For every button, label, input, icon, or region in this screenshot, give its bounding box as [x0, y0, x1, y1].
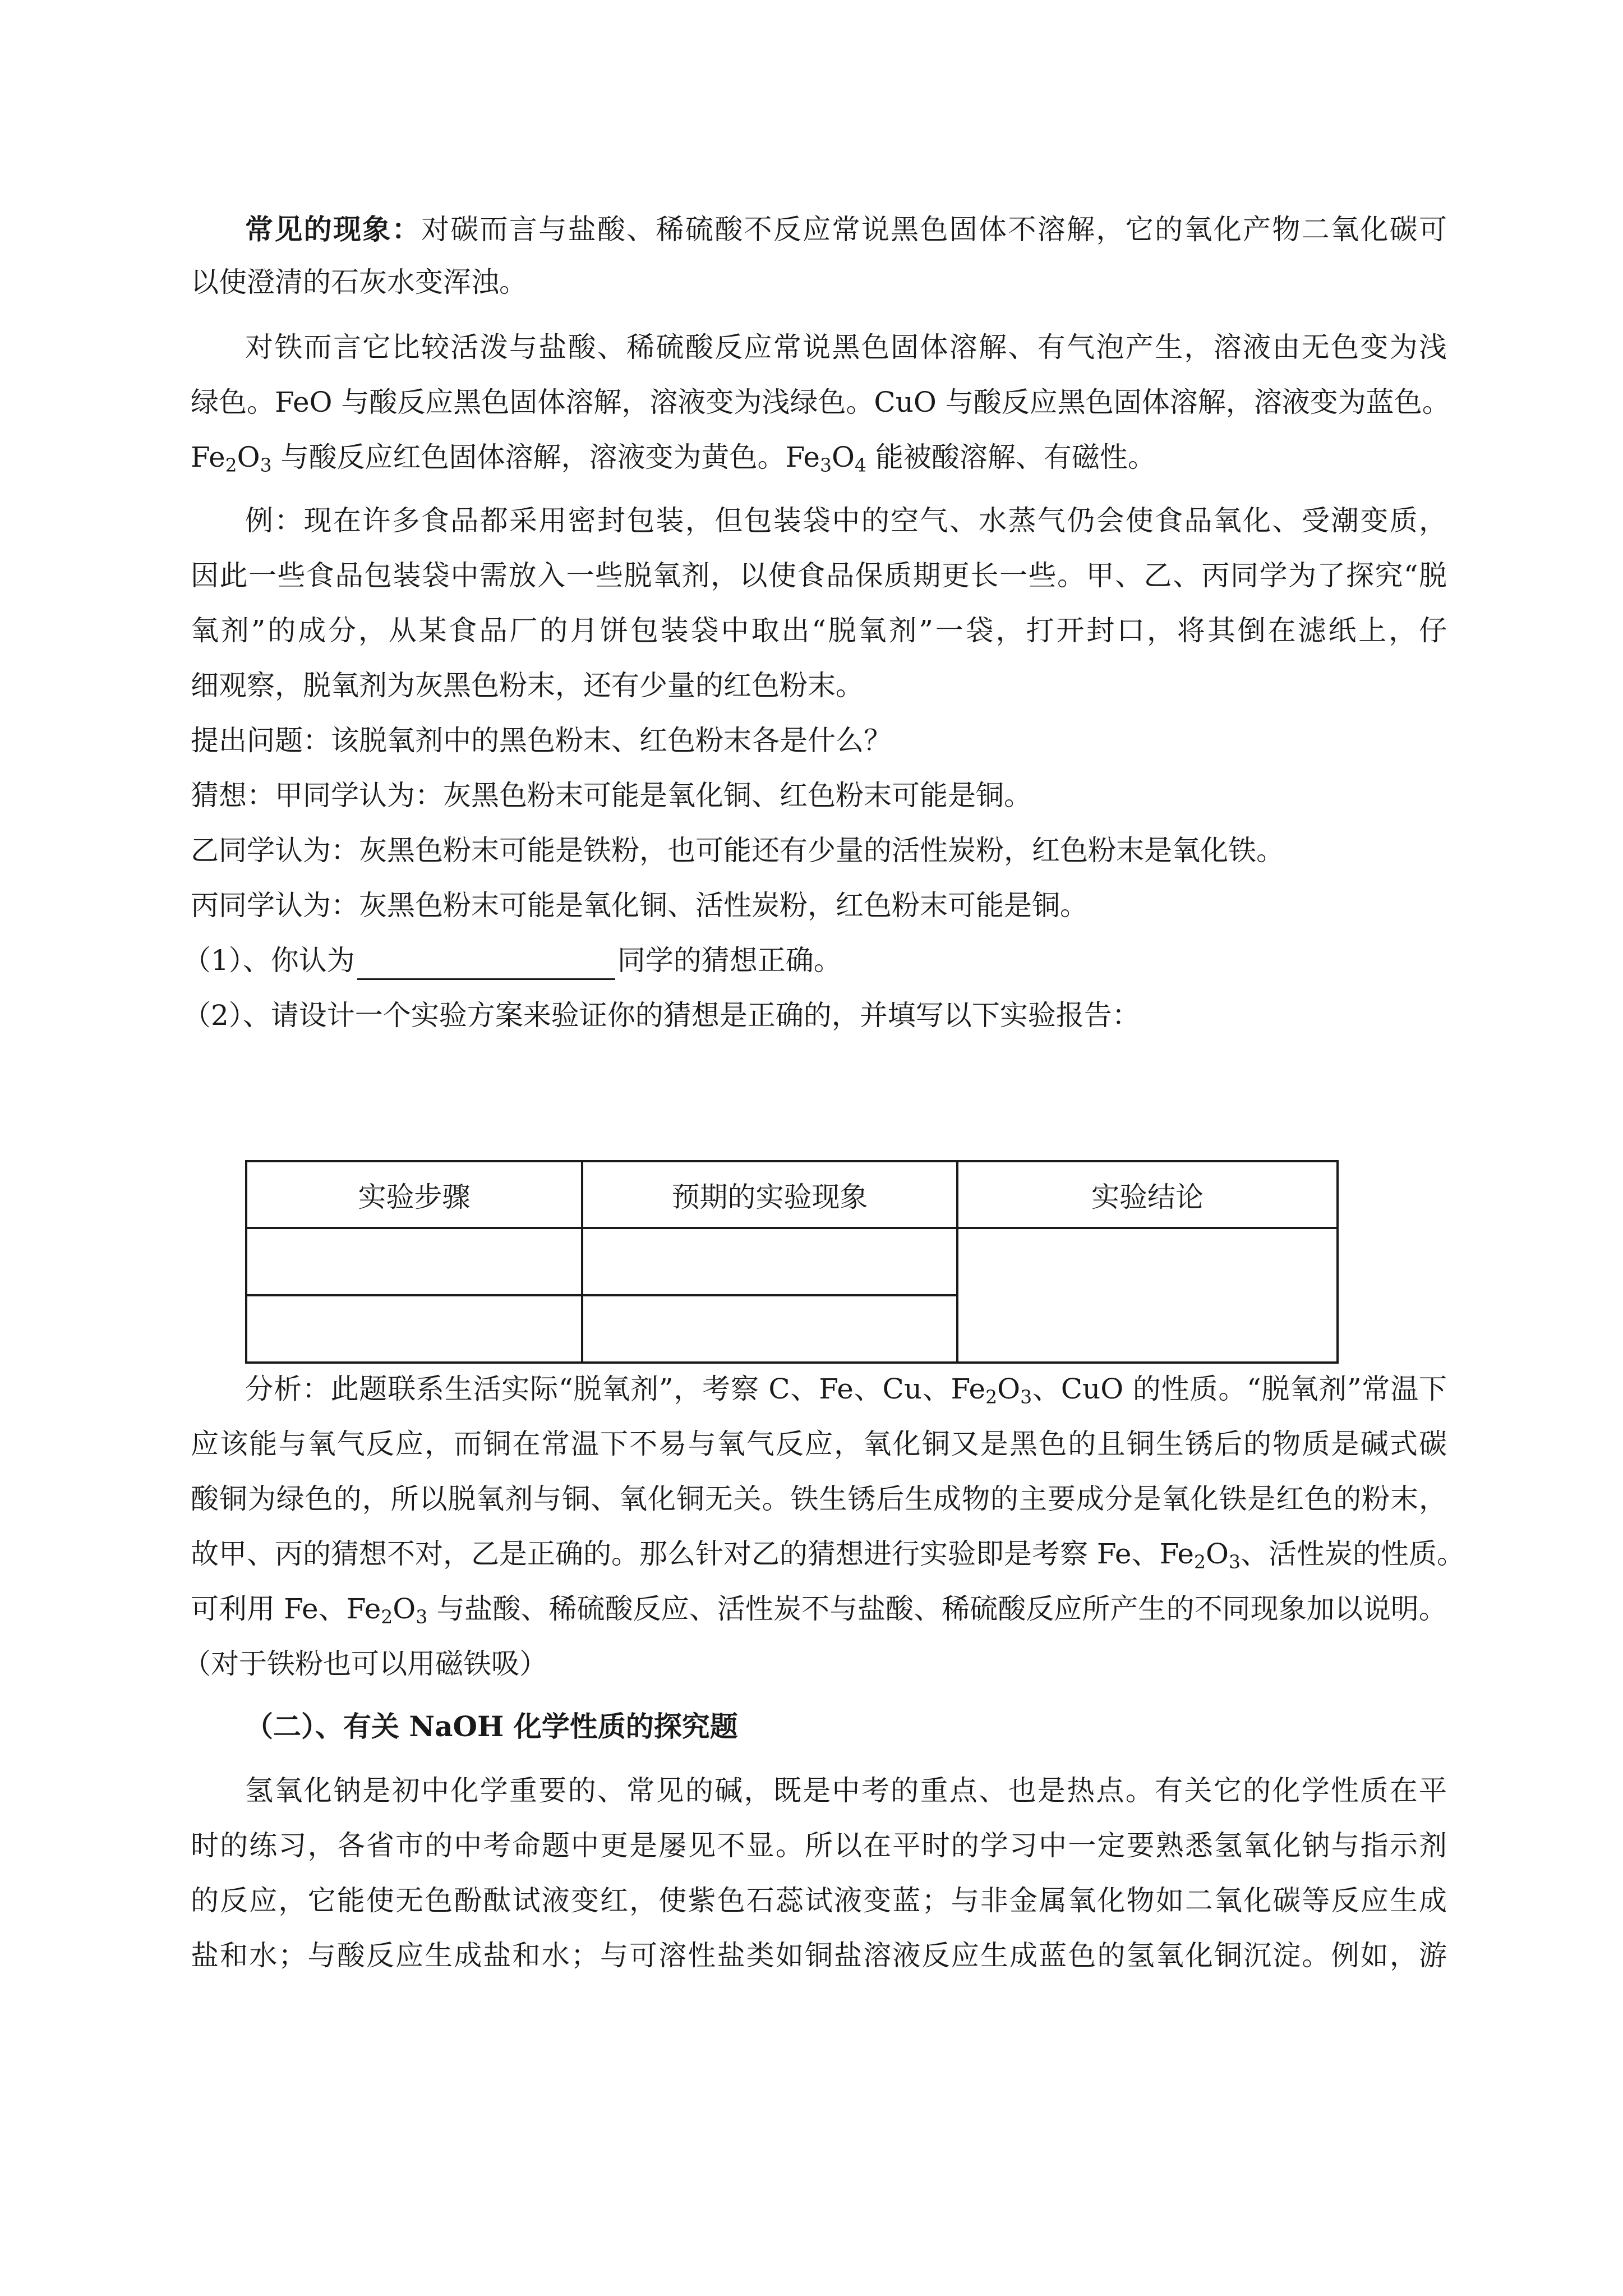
analysis-line6: （对于铁粉也可以用磁铁吸） [183, 1648, 547, 1680]
analysis-line4: 故甲、丙的猜想不对，乙是正确的。那么针对乙的猜想进行实验即是考察 Fe、$Fe_2O_3$、活性炭的性质。 [191, 1538, 1465, 1573]
q1-line: （1）、你认为 同学的猜想正确。 [183, 941, 1439, 980]
naoh-line3: 的反应，它能使无色酚酞试液变红，使紫色石蕊试液变蓝；与非金属氧化物如二氧化碳等反应生成 [191, 1884, 1447, 1917]
analysis-line1: 分析：此题联系生活实际“脱氧剂”，考察 C、Fe、Cu、$Fe_2O_3$、CuO 的性质。“脱氧剂”常温下 [245, 1373, 1447, 1408]
example-line2: 因此一些食品包装袋中需放入一些脱氧剂，以使食品保质期更长一些。甲、乙、丙同学为了探究“脱 [191, 559, 1447, 592]
analysis-line3: 酸铜为绿色的，所以脱氧剂与铜、氧化铜无关。铁生锈后生成物的主要成分是氧化铁是红色的粉末， [191, 1483, 1447, 1515]
naoh-line4: 盐和水；与酸反应生成盐和水；与可溶性盐类如铜盐溶液反应生成蓝色的氢氧化铜沉淀。例如，游 [191, 1939, 1447, 1972]
para2-line1: 对铁而言它比较活泼与盐酸、稀硫酸反应常说黑色固体溶解、有气泡产生，溶液由无色变为浅 [245, 331, 1447, 364]
analysis-line5: 可利用 Fe、$Fe_2O_3$ 与盐酸、稀硫酸反应、活性炭不与盐酸、稀硫酸反应所产生的不同现象加以说明。 [191, 1593, 1447, 1628]
example-line4: 细观察，脱氧剂为灰黑色粉末，还有少量的红色粉末。 [191, 669, 864, 702]
table-header-expected: 预期的实验现象 [582, 1161, 957, 1228]
phenomena-label: 常见的现象： [245, 213, 421, 246]
guess-jia-line: 猜想：甲同学认为：灰黑色粉末可能是氧化铜、红色粉末可能是铜。 [191, 779, 1032, 812]
table-cell-step-2[interactable] [246, 1295, 582, 1363]
table-header-steps: 实验步骤 [246, 1161, 582, 1228]
guess-bing-line: 丙同学认为：灰黑色粉末可能是氧化铜、活性炭粉，红色粉末可能是铜。 [191, 889, 1088, 922]
table-cell-step-1[interactable] [246, 1228, 582, 1295]
guess-yi-line: 乙同学认为：灰黑色粉末可能是铁粉，也可能还有少量的活性炭粉，红色粉末是氧化铁。 [191, 834, 1284, 867]
para2-line2: 绿色。FeO 与酸反应黑色固体溶解，溶液变为浅绿色。CuO 与酸反应黑色固体溶解，溶液变为蓝色。 [191, 386, 1450, 418]
question-line: 提出问题：该脱氧剂中的黑色粉末、红色粉末各是什么？ [191, 724, 892, 757]
q2-line: （2）、请设计一个实验方案来验证你的猜想是正确的，并填写以下实验报告： [183, 999, 1140, 1032]
table-cell-phenomenon-1[interactable] [582, 1228, 957, 1295]
answer-blank[interactable] [357, 947, 615, 980]
table-header-conclusion: 实验结论 [957, 1161, 1338, 1228]
para2-line3: $Fe_2O_3$ 与酸反应红色固体溶解，溶液变为黄色。$Fe_3O_4$ 能被酸溶解、有磁性。 [191, 441, 1156, 476]
table-cell-phenomenon-2[interactable] [582, 1295, 957, 1363]
example-line1: 例：现在许多食品都采用密封包装，但包装袋中的空气、水蒸气仍会使食品氧化、受潮变质， [245, 504, 1447, 537]
para1-line1-text: 对碳而言与盐酸、稀硫酸不反应常说黑色固体不溶解，它的氧化产物二氧化碳可 [421, 213, 1447, 246]
table-cell-conclusion[interactable] [957, 1228, 1338, 1363]
para1-line1 [245, 210, 1447, 249]
example-line3: 氧剂”的成分，从某食品厂的月饼包装袋中取出“脱氧剂”一袋，打开封口，将其倒在滤纸上，仔 [191, 614, 1447, 647]
naoh-line2: 时的练习，各省市的中考命题中更是屡见不显。所以在平时的学习中一定要熟悉氢氧化钠与指示剂 [191, 1829, 1447, 1862]
analysis-line2: 应该能与氧气反应，而铜在常温下不易与氧气反应，氧化铜又是黑色的且铜生锈后的物质是碱式碳 [191, 1428, 1447, 1460]
experiment-report-table [245, 1160, 1339, 1364]
section2-title: （二）、有关 NaOH 化学性质的探究题 [245, 1710, 738, 1743]
para1-line2: 以使澄清的石灰水变浑浊。 [191, 266, 527, 298]
naoh-line1: 氢氧化钠是初中化学重要的、常见的碱，既是中考的重点、也是热点。有关它的化学性质在平 [245, 1774, 1447, 1807]
